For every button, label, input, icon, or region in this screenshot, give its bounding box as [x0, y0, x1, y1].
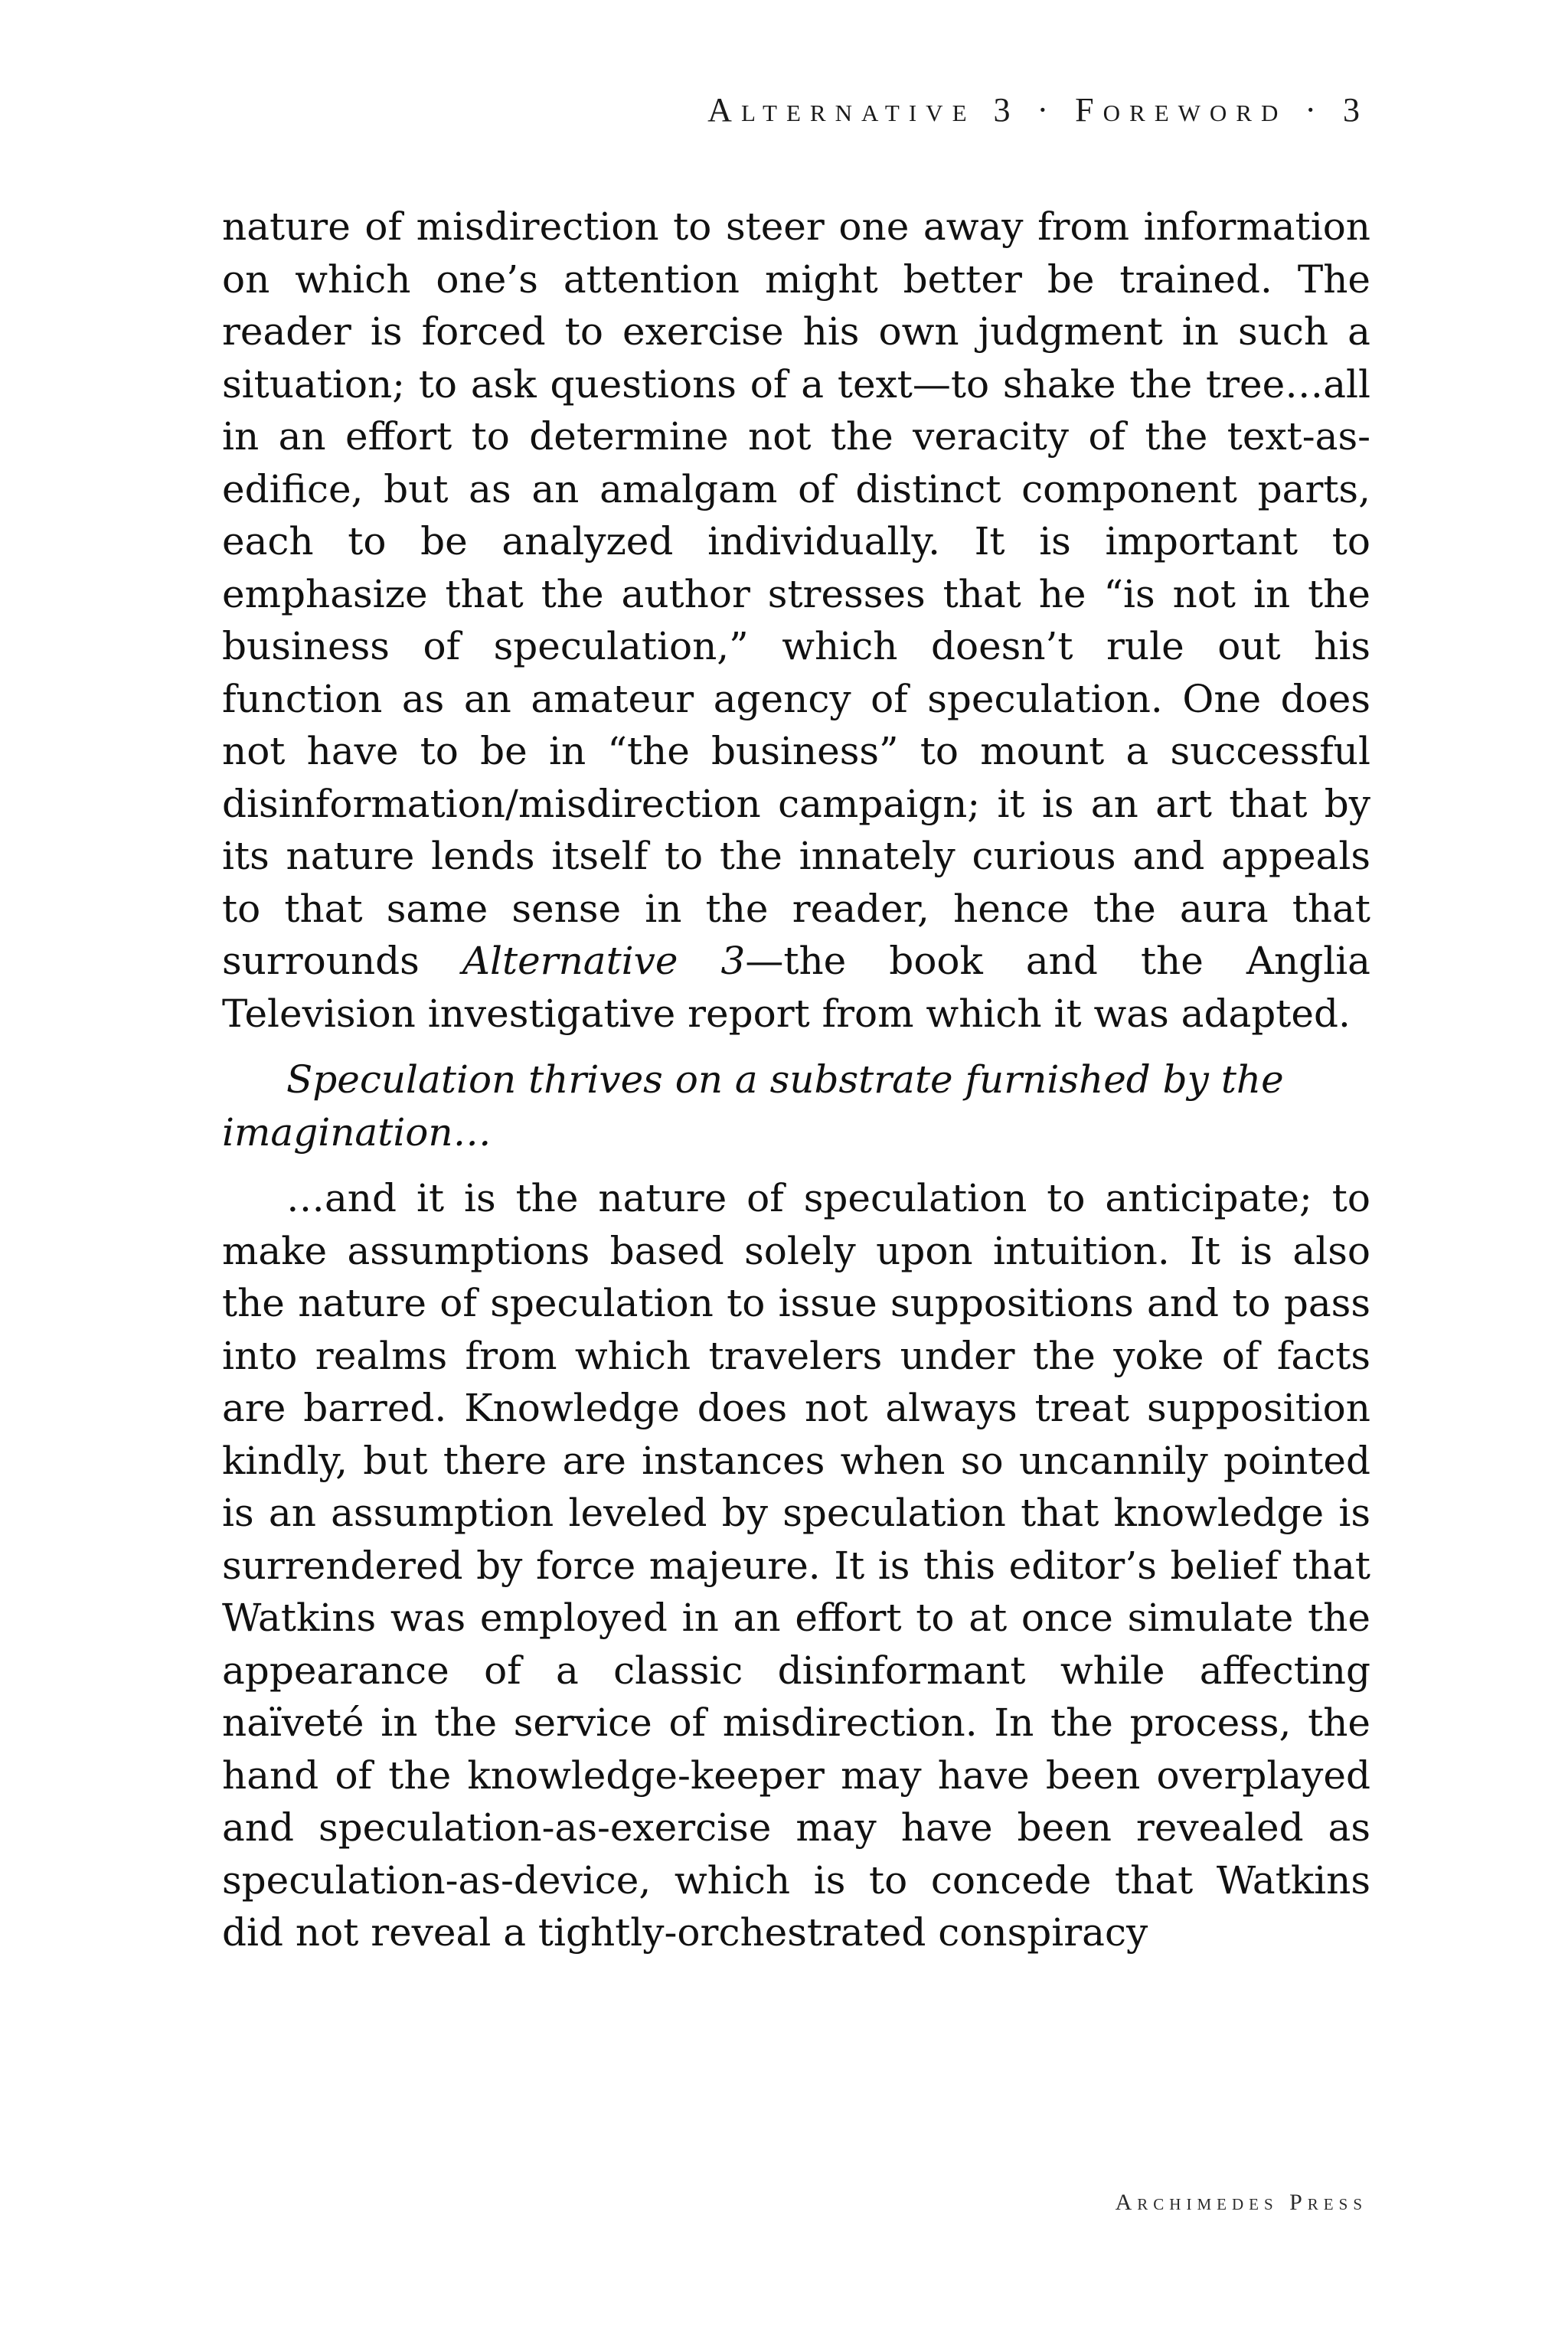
paragraph-1-text-a: nature of misdirection to steer one away from information on which one’s attention might better be trained. The reader is forced to exercise his own judgment in such a situation; to ask questions of a text—to shake the tree…all in an effort to determine not the veracity of the text-as-edifice, but as an amalgam of distinct component parts, each to be analyzed individually. It is important to emphasize that the author stresses that he “is not in the business of speculation,” which doesn’t rule out his function as an amateur agency of speculation. One does not have to be in “the business” to mount a successful disinformation/misdirection campaign; it is an art that by its nature lends itself to the innately curious and appeals to that same sense in the reader, hence the aura that surrounds — [222, 204, 1370, 983]
paragraph-3: …and it is the nature of speculation to anticipate; to make assumptions based solely upon intuition. It is also the nature of speculation to issue suppositions and to pass into realms from which travelers under the yoke of facts are barred. Knowledge does not always treat supposition kindly, but there are instances when so uncannily pointed is an assumption leveled by speculation that knowledge is surrendered by force majeure. It is this editor’s belief that Watkins was employed in an effort to at once simulate the appearance of a classic disinformant while affecting naïveté in the service of misdirection. In the process, the hand of the knowledge-keeper may have been overplayed and speculation-as-exercise may have been revealed as speculation-as-device, which is to concede that Watkins did not reveal a tightly-orchestrated conspiracy — [222, 1176, 1370, 1955]
paragraph-1 — [222, 201, 1370, 1040]
paragraph-1-text-b: —the book and the Anglia Television investigative report from which it was adapted. — [222, 939, 1370, 1036]
running-header: Alternative 3 · Foreword · 3 — [707, 91, 1369, 129]
body-text — [222, 201, 1370, 1959]
book-title-italic: Alternative 3 — [462, 939, 746, 983]
italic-epigraph: Speculation thrives on a substrate furnished by the imagination… — [222, 1057, 1284, 1155]
publisher-footer: Archimedes Press — [1115, 2190, 1367, 2215]
